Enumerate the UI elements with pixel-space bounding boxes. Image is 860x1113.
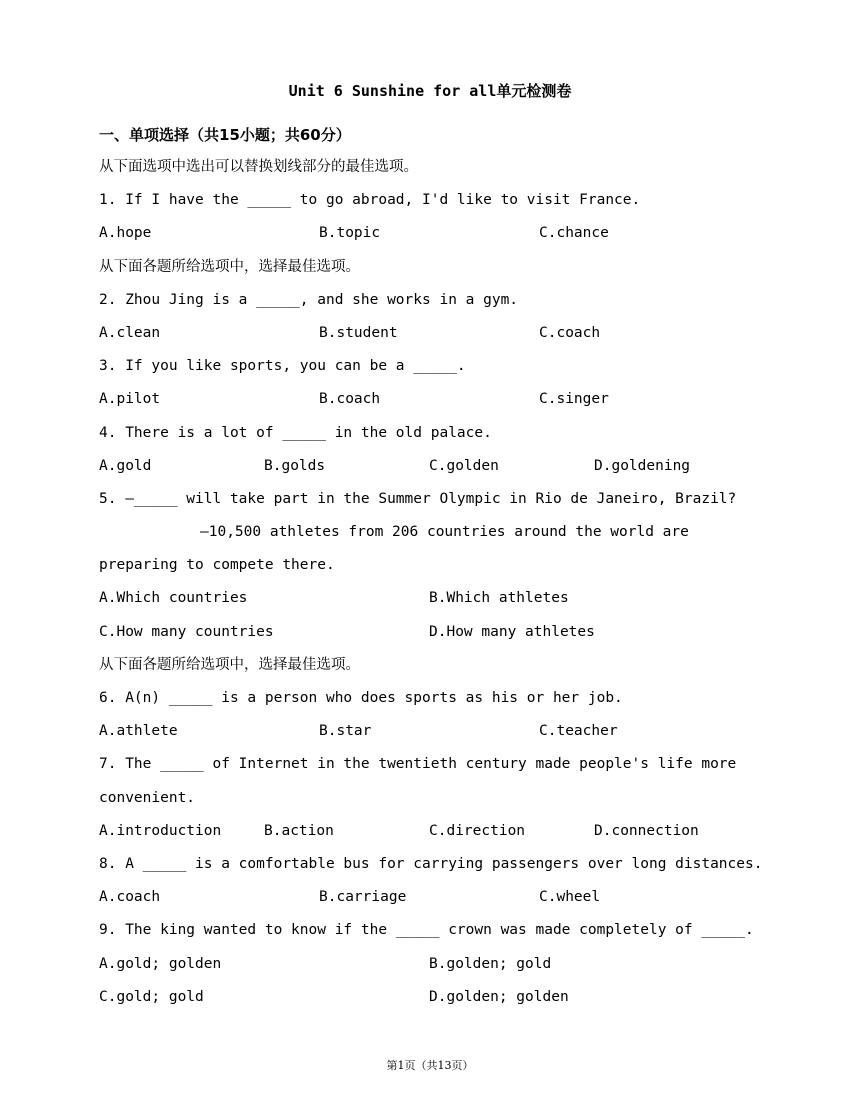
instruction: 从下面各题所给选项中，选择最佳选项。 xyxy=(99,656,360,673)
option-c: C.coach xyxy=(539,324,601,341)
question-stem: 6. A(n) _____ is a person who does sports as his or her job. xyxy=(99,690,623,706)
option-b: B.carriage xyxy=(319,889,407,906)
option-a: A.pilot xyxy=(99,391,161,408)
dialogue-answer: —10,500 athletes from 206 countries around the world are xyxy=(200,524,689,541)
option-a: A.hope xyxy=(99,225,152,242)
options-row xyxy=(99,455,759,488)
question-stem: 8. A _____ is a comfortable bus for carrying passengers over long distances. xyxy=(99,855,763,872)
question-stem: 5. —_____ will take part in the Summer Olympic in Rio de Janeiro, Brazil? xyxy=(99,490,737,507)
options-row xyxy=(99,953,759,986)
options-row xyxy=(99,886,759,919)
question-stem: 2. Zhou Jing is a _____, and she works in a gym. xyxy=(99,291,519,308)
section-heading: 一、单项选择（共15小题；共60分） xyxy=(99,126,351,144)
instruction: 从下面各题所给选项中，选择最佳选项。 xyxy=(99,258,360,275)
question-stem-continued: convenient. xyxy=(99,789,196,806)
option-a: A.athlete xyxy=(99,723,178,740)
option-c: C.singer xyxy=(539,391,609,408)
option-c: C.How many countries xyxy=(99,623,274,640)
option-b: B.coach xyxy=(319,391,381,408)
option-a: A.introduction xyxy=(99,822,222,839)
options-row xyxy=(99,986,759,1019)
option-a: A.gold; golden xyxy=(99,955,222,972)
options-row xyxy=(99,322,759,355)
page-footer: 第1页（共13页） xyxy=(386,1059,474,1072)
option-a: A.clean xyxy=(99,324,161,341)
question-stem: 1. If I have the _____ to go abroad, I'd like to visit France. xyxy=(99,192,641,209)
option-c: C.gold; gold xyxy=(99,988,204,1005)
options-row xyxy=(99,820,759,853)
option-b: B.star xyxy=(319,723,372,740)
option-a: A.gold xyxy=(99,457,152,474)
option-d: D.goldening xyxy=(594,457,691,474)
option-b: B.student xyxy=(319,324,398,341)
option-b: B.Which athletes xyxy=(429,590,569,607)
option-b: B.golds xyxy=(264,457,326,474)
option-b: B.action xyxy=(264,822,334,839)
document-title: Unit 6 Sunshine for all单元检测卷 xyxy=(288,82,572,100)
instruction: 从下面选项中选出可以替换划线部分的最佳选项。 xyxy=(99,159,418,175)
dialogue-answer-continued: preparing to compete there. xyxy=(99,557,335,574)
question-list xyxy=(99,156,763,1019)
option-c: C.teacher xyxy=(539,723,618,740)
option-c: C.wheel xyxy=(539,889,601,906)
option-d: D.How many athletes xyxy=(429,623,595,640)
option-d: D.connection xyxy=(594,822,699,839)
options-row xyxy=(99,388,759,421)
option-d: D.golden; golden xyxy=(429,988,569,1005)
options-row xyxy=(99,621,759,654)
option-c: C.chance xyxy=(539,225,609,242)
question-stem: 4. There is a lot of _____ in the old palace. xyxy=(99,424,492,441)
option-b: B.topic xyxy=(319,225,381,242)
question-stem: 3. If you like sports, you can be a _____. xyxy=(99,358,466,375)
option-a: A.Which countries xyxy=(99,590,248,607)
option-c: C.direction xyxy=(429,822,526,839)
options-row xyxy=(99,587,759,620)
options-row xyxy=(99,720,759,753)
option-c: C.golden xyxy=(429,457,499,474)
options-row xyxy=(99,222,759,255)
question-stem: 9. The king wanted to know if the _____ crown was made completely of _____. xyxy=(99,922,754,939)
question-stem: 7. The _____ of Internet in the twentieth century made people's life more xyxy=(99,756,737,773)
option-b: B.golden; gold xyxy=(429,955,552,972)
option-a: A.coach xyxy=(99,889,161,906)
